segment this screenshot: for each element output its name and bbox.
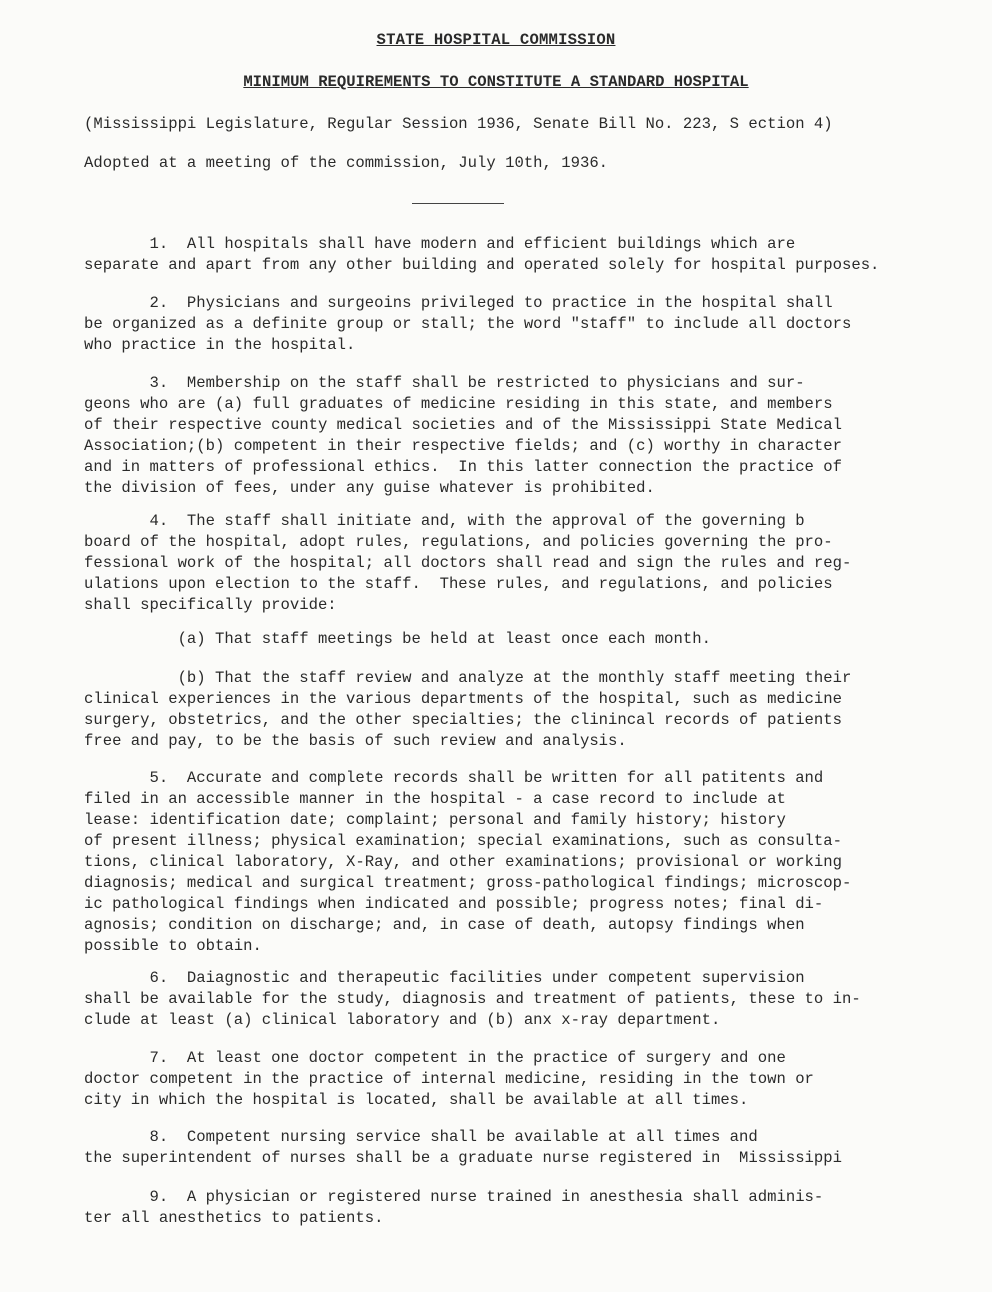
- requirement-line: 6. Daiagnostic and therapeutic facilities under competent supervision: [84, 969, 805, 987]
- requirement-line: doctor competent in the practice of internal medicine, residing in the town or: [84, 1070, 814, 1088]
- requirement-line: and in matters of professional ethics. In this latter connection the practice of: [84, 458, 842, 476]
- requirement-line: (b) That the staff review and analyze at the monthly staff meeting their: [84, 669, 852, 687]
- requirement-7: [84, 1048, 944, 1111]
- requirement-line: lease: identification date; complaint; personal and family history; history: [84, 811, 786, 829]
- requirement-line: 4. The staff shall initiate and, with the approval of the governing b: [84, 512, 805, 530]
- requirement-line: of their respective county medical societies and of the Mississippi State Medical: [84, 416, 842, 434]
- requirement-line: diagnosis; medical and surgical treatment; gross-pathological findings; microscop-: [84, 874, 852, 892]
- requirement-line: 9. A physician or registered nurse trained in anesthesia shall adminis-: [84, 1188, 824, 1206]
- separator-rule: [412, 203, 504, 204]
- requirement-line: 1. All hospitals shall have modern and efficient buildings which are: [84, 235, 796, 253]
- requirement-2: [84, 293, 944, 356]
- requirement-line: 8. Competent nursing service shall be available at all times and: [84, 1128, 758, 1146]
- requirement-5: [84, 768, 944, 957]
- document-title: STATE HOSPITAL COMMISSION: [376, 31, 616, 49]
- requirement-line: be organized as a definite group or stall; the word "staff" to include all doctors: [84, 315, 852, 333]
- requirement-line: of present illness; physical examination; special examinations, such as consulta-: [84, 832, 842, 850]
- requirement-8: [84, 1127, 944, 1169]
- requirement-line: 2. Physicians and surgeoins privileged to practice in the hospital shall: [84, 294, 833, 312]
- requirement-line: ic pathological findings when indicated and possible; progress notes; final di-: [84, 895, 824, 913]
- requirement-line: city in which the hospital is located, shall be available at all times.: [84, 1091, 749, 1109]
- requirement-line: agnosis; condition on discharge; and, in case of death, autopsy findings when: [84, 916, 805, 934]
- requirement-line: ter all anesthetics to patients.: [84, 1209, 384, 1227]
- requirement-6: [84, 968, 944, 1031]
- requirement-line: separate and apart from any other building and operated solely for hospital purposes.: [84, 256, 880, 274]
- requirement-line: clinical experiences in the various departments of the hospital, such as medicine: [84, 690, 842, 708]
- requirement-line: shall be available for the study, diagnosis and treatment of patients, these to in-: [84, 990, 861, 1008]
- adoption-note: Adopted at a meeting of the commission, July 10th, 1936.: [84, 154, 609, 172]
- requirement-line: ulations upon election to the staff. These rules, and regulations, and policies: [84, 575, 833, 593]
- requirement-line: who practice in the hospital.: [84, 336, 356, 354]
- requirement-line: tions, clinical laboratory, X-Ray, and other examinations; provisional or working: [84, 853, 842, 871]
- legislative-reference: (Mississippi Legislature, Regular Session 1936, Senate Bill No. 223, S ection 4): [84, 115, 833, 133]
- requirement-9: [84, 1187, 944, 1229]
- requirement-line: (a) That staff meetings be held at least once each month.: [84, 630, 711, 648]
- requirement-line: the superintendent of nurses shall be a graduate nurse registered in Mississippi: [84, 1149, 842, 1167]
- requirement-line: clude at least (a) clinical laboratory and (b) anx x-ray department.: [84, 1011, 721, 1029]
- requirement-3: [84, 373, 944, 499]
- requirement-line: 7. At least one doctor competent in the practice of surgery and one: [84, 1049, 786, 1067]
- requirement-line: free and pay, to be the basis of such review and analysis.: [84, 732, 627, 750]
- requirement-1: [84, 234, 944, 276]
- requirement-line: shall specifically provide:: [84, 596, 337, 614]
- requirement-line: board of the hospital, adopt rules, regulations, and policies governing the pro-: [84, 533, 833, 551]
- requirement-line: surgery, obstetrics, and the other specialties; the clinincal records of patients: [84, 711, 842, 729]
- requirement-line: the division of fees, under any guise whatever is prohibited.: [84, 479, 655, 497]
- requirement-line: filed in an accessible manner in the hospital - a case record to include at: [84, 790, 786, 808]
- requirement-line: possible to obtain.: [84, 937, 262, 955]
- requirement-4: [84, 511, 944, 616]
- requirement-line: 5. Accurate and complete records shall be written for all patitents and: [84, 769, 824, 787]
- document-subtitle: MINIMUM REQUIREMENTS TO CONSTITUTE A STANDARD HOSPITAL: [243, 73, 749, 91]
- requirement-line: geons who are (a) full graduates of medicine residing in this state, and members: [84, 395, 833, 413]
- requirement-line: 3. Membership on the staff shall be restricted to physicians and sur-: [84, 374, 805, 392]
- requirement-4b: [84, 668, 944, 752]
- requirement-line: fessional work of the hospital; all doctors shall read and sign the rules and reg-: [84, 554, 852, 572]
- requirement-line: Association;(b) competent in their respective fields; and (c) worthy in character: [84, 437, 842, 455]
- requirement-4a: [84, 629, 944, 650]
